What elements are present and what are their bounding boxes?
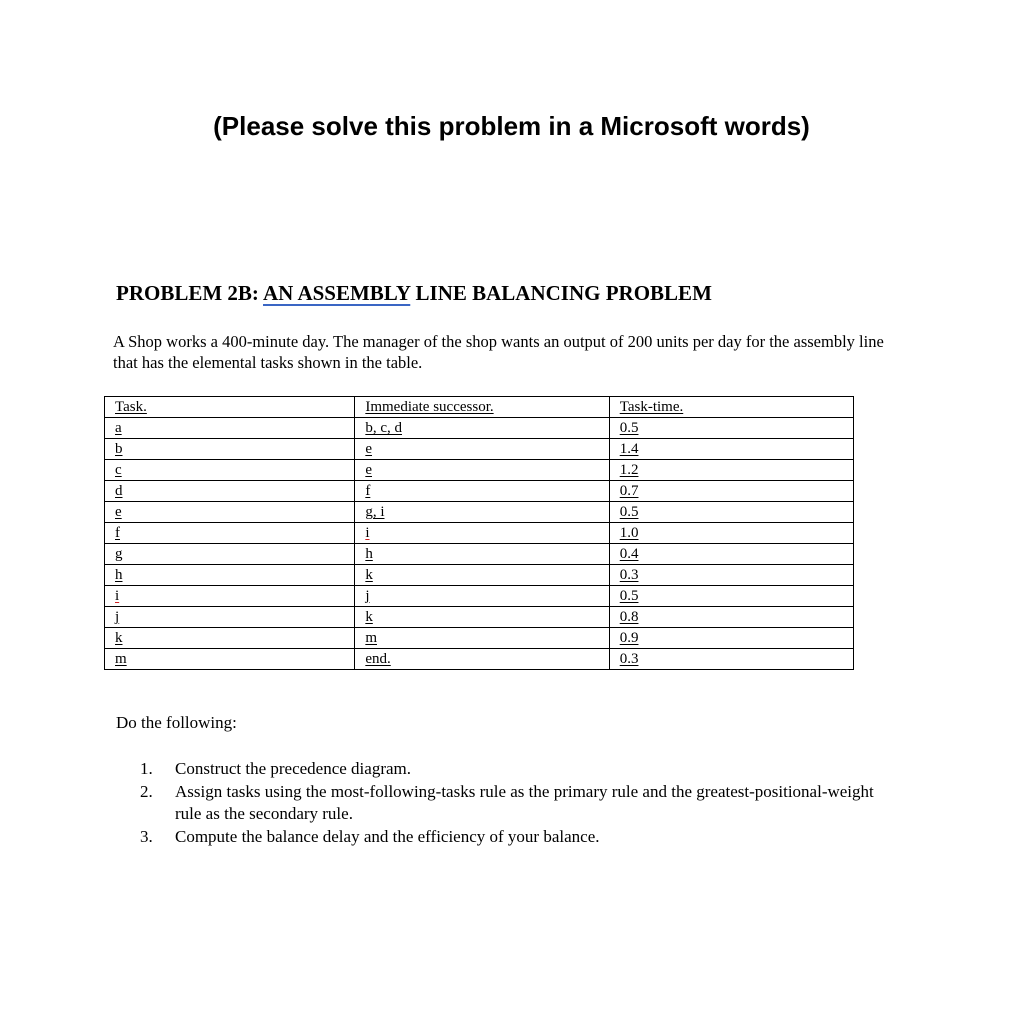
table-cell	[355, 481, 609, 502]
table-cell-text: 0.5	[619, 588, 639, 604]
table-cell-text: e	[365, 462, 372, 478]
table-cell	[355, 523, 609, 544]
table-cell-text: 0.9	[619, 630, 639, 646]
table-cell	[609, 565, 853, 586]
table-cell-text: 0.8	[619, 609, 639, 625]
table-cell-text: f	[115, 525, 120, 541]
table-cell-text: i	[365, 525, 370, 541]
table-cell-text: e	[365, 441, 372, 457]
table-cell-text: 0.5	[619, 504, 639, 520]
table-cell-text: e	[115, 504, 122, 520]
table-cell-text: 1.4	[619, 441, 639, 457]
table-cell-text: g	[115, 546, 123, 562]
table-cell-text: 0.4	[619, 546, 639, 562]
instruction-step	[140, 826, 900, 849]
table-cell	[105, 418, 355, 439]
table-cell	[355, 649, 609, 670]
table-cell	[609, 460, 853, 481]
intro-paragraph: A Shop works a 400-minute day. The manager of the shop wants an output of 200 units per day for the assembly line that has the elemental tasks shown in the table.	[113, 332, 884, 372]
table-cell-text: j	[365, 588, 370, 604]
instructions-heading: Do the following:	[116, 713, 237, 732]
table-cell-text: m	[365, 630, 377, 646]
table-cell	[609, 544, 853, 565]
table-cell	[105, 628, 355, 649]
table-cell	[609, 628, 853, 649]
table-cell	[609, 607, 853, 628]
table-cell-text: Task.	[115, 399, 147, 415]
table-row	[105, 481, 854, 502]
table-cell	[609, 502, 853, 523]
table-cell-text: j	[115, 609, 120, 625]
table-row	[105, 439, 854, 460]
table-cell	[105, 502, 355, 523]
instruction-step-text: Assign tasks using the most-following-tasks rule as the primary rule and the greatest-positional-weight rule as the secondary rule.	[175, 781, 874, 823]
table-cell	[355, 628, 609, 649]
table-cell-text: Task-time.	[619, 399, 684, 415]
table-cell	[355, 607, 609, 628]
table-cell	[355, 586, 609, 607]
table-cell-text: m	[115, 651, 127, 667]
table-cell	[105, 523, 355, 544]
instruction-step-text: Compute the balance delay and the efficiency of your balance.	[175, 826, 600, 846]
table-cell	[355, 460, 609, 481]
table-header-cell	[609, 397, 853, 418]
table-cell-text: f	[365, 483, 371, 499]
table-cell	[105, 565, 355, 586]
table-cell-text: b, c, d	[365, 420, 402, 436]
instructions-list	[140, 758, 900, 848]
table-cell-text: Immediate successor.	[365, 399, 494, 415]
instruction-step-number: 1.	[140, 759, 153, 778]
table-cell-text: h	[115, 567, 123, 583]
table-cell	[105, 586, 355, 607]
table-cell	[105, 439, 355, 460]
problem-title	[116, 280, 712, 306]
table-cell-text: end.	[365, 651, 391, 667]
table-cell-text: 1.2	[619, 462, 639, 478]
table-cell-text: 1.0	[619, 525, 639, 541]
table-cell	[609, 649, 853, 670]
table-cell	[355, 439, 609, 460]
table-row	[105, 523, 854, 544]
table-cell-text: d	[115, 483, 123, 499]
table-cell-text: a	[115, 420, 122, 436]
problem-title-underlined: AN ASSEMBLY	[263, 281, 411, 305]
table-cell-text: 0.3	[619, 567, 639, 583]
table-cell-text: 0.7	[619, 483, 639, 499]
table-cell	[105, 649, 355, 670]
table-cell-text: b	[115, 441, 123, 457]
table-row	[105, 418, 854, 439]
table-cell	[355, 418, 609, 439]
tasks-table	[104, 396, 854, 670]
table-row	[105, 628, 854, 649]
table-row	[105, 502, 854, 523]
table-cell-text: i	[115, 588, 120, 604]
table-row	[105, 586, 854, 607]
table-cell	[105, 460, 355, 481]
table-row	[105, 565, 854, 586]
table-cell	[355, 544, 609, 565]
table-cell-text: c	[115, 462, 122, 478]
table-cell	[609, 481, 853, 502]
table-cell-text: k	[115, 630, 123, 646]
table-cell-text: 0.3	[619, 651, 639, 667]
table-header-row	[105, 397, 854, 418]
table-row	[105, 649, 854, 670]
problem-title-prefix: PROBLEM 2B:	[116, 281, 264, 305]
instruction-step	[140, 758, 900, 781]
table-header-cell	[105, 397, 355, 418]
table-row	[105, 607, 854, 628]
table-cell	[609, 523, 853, 544]
table-cell-text: g, i	[365, 504, 385, 520]
table-cell	[609, 439, 853, 460]
note-heading: (Please solve this problem in a Microsoft words)	[213, 111, 810, 141]
table-header-cell	[355, 397, 609, 418]
table-cell	[105, 607, 355, 628]
table-cell	[355, 565, 609, 586]
table-cell	[355, 502, 609, 523]
table-cell-text: 0.5	[619, 420, 639, 436]
table-cell-text: k	[365, 567, 373, 583]
instruction-step-number: 2.	[140, 781, 153, 801]
table-cell	[105, 481, 355, 502]
table-cell	[609, 418, 853, 439]
instruction-step	[140, 781, 900, 826]
table-row	[105, 460, 854, 481]
instruction-step-number: 3.	[140, 826, 153, 846]
table-cell	[105, 544, 355, 565]
table-row	[105, 544, 854, 565]
table-cell-text: k	[365, 609, 373, 625]
tasks-table-body	[105, 397, 854, 670]
table-cell	[609, 586, 853, 607]
instruction-step-text: Construct the precedence diagram.	[175, 759, 412, 778]
table-cell-text: h	[365, 546, 373, 562]
problem-title-suffix: LINE BALANCING PROBLEM	[410, 281, 712, 305]
